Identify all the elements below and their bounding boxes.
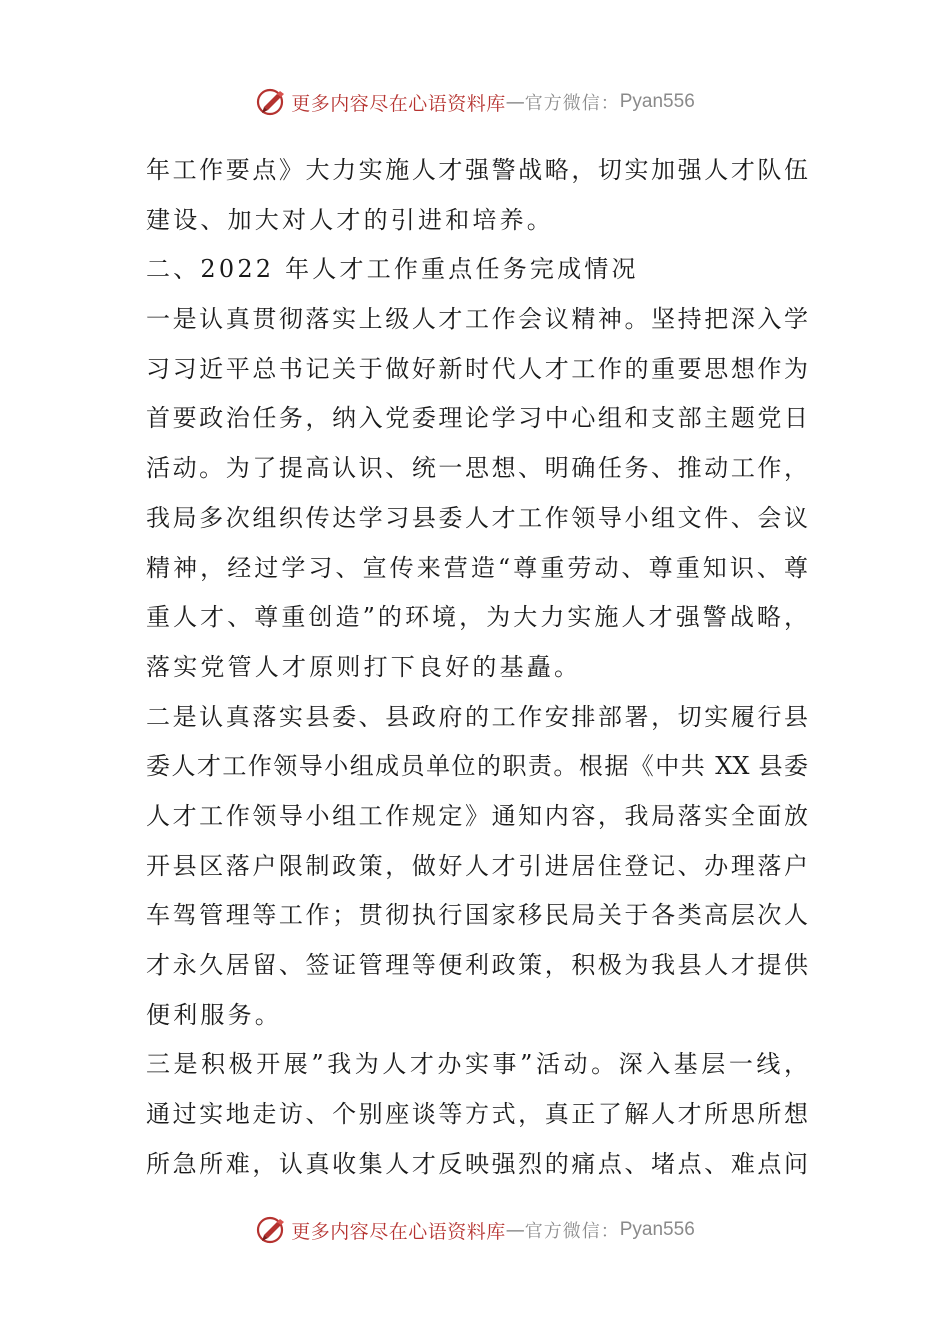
banner-brand: 更多内容尽在心语资料库 (291, 92, 506, 115)
body-line: 活动。为了提高认识、统一思想、明确任务、推动工作， (146, 454, 808, 483)
body-line: 二是认真落实县委、县政府的工作安排部署，切实履行县 (146, 702, 808, 731)
banner-contact-label: 官方微信： (524, 93, 620, 114)
banner-separator: — (505, 1219, 525, 1241)
body-line: 习习近平总书记关于做好新时代人才工作的重要思想作为 (146, 354, 808, 383)
pen-logo-icon (255, 1213, 289, 1247)
banner-wechat-id: Pyan556 (619, 91, 695, 112)
banner-separator: — (505, 91, 525, 113)
body-line: 车驾管理等工作；贯彻执行国家移民局关于各类高层次人 (146, 901, 808, 930)
body-line: 一是认真贯彻落实上级人才工作会议精神。坚持把深入学 (146, 305, 808, 334)
body-line: 便利服务。 (146, 1000, 282, 1029)
body-line: 重人才、尊重创造”的环境，为大力实施人才强警战略， (146, 603, 808, 632)
footer-banner (0, 1210, 950, 1250)
body-line: 委人才工作领导小组成员单位的职责。根据《中共 XX 县委 (146, 752, 808, 781)
body-line: 落实党管人才原则打下良好的基矗。 (146, 652, 582, 681)
banner-wechat-id: Pyan556 (619, 1219, 695, 1240)
body-line: 建设、加大对人才的引进和培养。 (146, 205, 554, 234)
body-line: 我局多次组织传达学习县委人才工作领导小组文件、会议 (146, 503, 808, 532)
header-banner (0, 82, 950, 122)
body-line: 人才工作领导小组工作规定》通知内容，我局落实全面放 (146, 801, 808, 830)
body-line: 精神，经过学习、宣传来营造“尊重劳动、尊重知识、尊 (146, 553, 808, 582)
pen-logo-icon (255, 85, 289, 119)
body-line: 三是积极开展”我为人才办实事”活动。深入基层一线， (146, 1050, 808, 1079)
body-line: 首要政治任务，纳入党委理论学习中心组和支部主题党日 (146, 404, 808, 433)
body-line: 开县区落户限制政策，做好人才引进居住登记、办理落户 (146, 851, 808, 880)
body-line: 通过实地走访、个别座谈等方式，真正了解人才所思所想 (146, 1100, 808, 1129)
body-line: 才永久居留、签证管理等便利政策，积极为我县人才提供 (146, 951, 808, 979)
body-line: 年工作要点》大力实施人才强警战略，切实加强人才队伍 (146, 156, 808, 184)
body-line: 所急所难，认真收集人才反映强烈的痛点、堵点、难点问 (146, 1149, 808, 1178)
document-body (146, 146, 808, 1189)
section-heading: 二、2022 年人才工作重点任务完成情况 (146, 255, 639, 284)
banner-brand: 更多内容尽在心语资料库 (291, 1220, 506, 1243)
banner-contact-label: 官方微信： (524, 1221, 620, 1242)
